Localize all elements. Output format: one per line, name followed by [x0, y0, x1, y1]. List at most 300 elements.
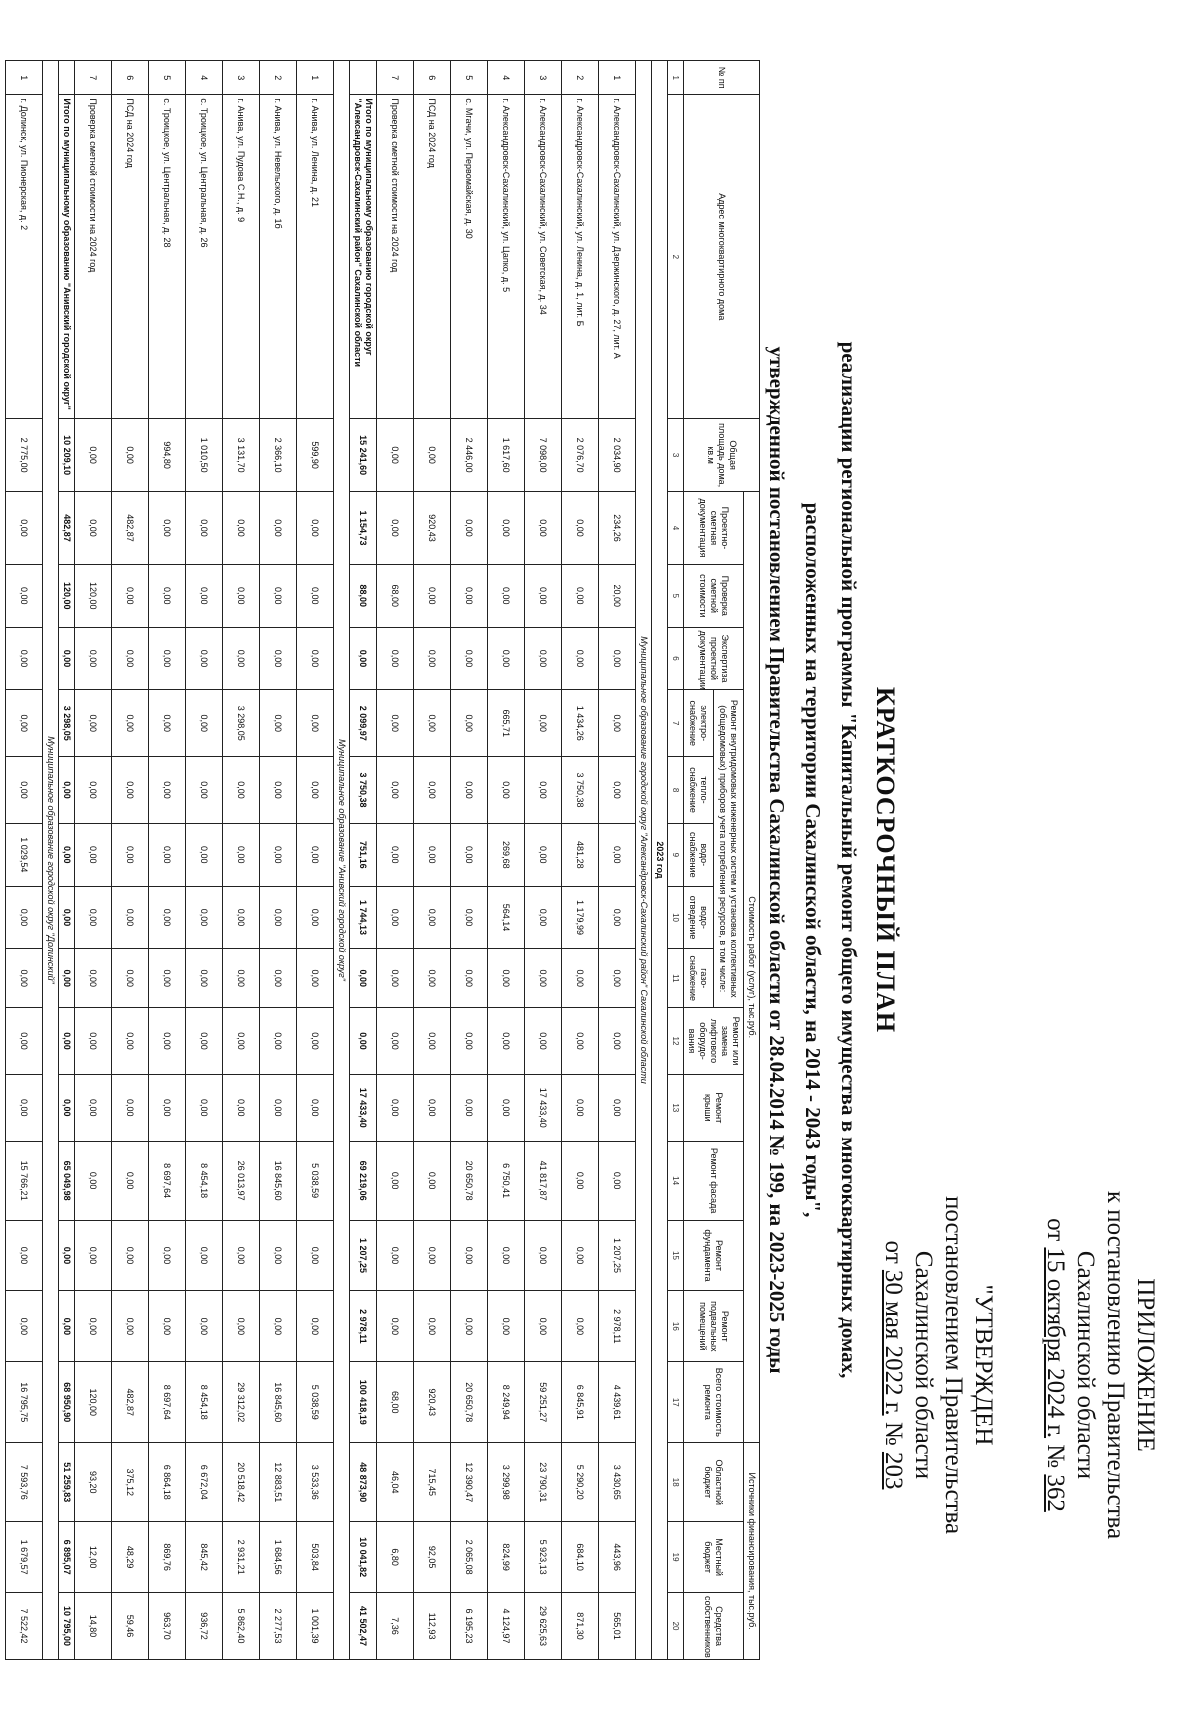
row-value: 0,00 [377, 1141, 414, 1220]
table-row [451, 61, 488, 1660]
total-value: 68 950,90 [59, 1362, 75, 1443]
index-cell: 9 [668, 823, 684, 886]
row-value: 3 533,36 [297, 1443, 334, 1522]
row-value: 684,10 [562, 1522, 599, 1593]
index-cell: 4 [668, 492, 684, 565]
total-value: 120,00 [59, 564, 75, 627]
row-number: 6 [414, 61, 451, 95]
row-value: 20 650,78 [451, 1141, 488, 1220]
row-value: 0,00 [112, 757, 149, 824]
row-value: 0,00 [186, 1008, 223, 1075]
row-value: 0,00 [260, 1008, 297, 1075]
row-value: 2 931,21 [223, 1522, 260, 1593]
appendix-block [878, 1085, 1160, 1645]
total-value: 88,00 [350, 564, 377, 627]
row-area: 2 034,90 [599, 419, 636, 492]
approved-line3: Сахалинской области [910, 1250, 937, 1480]
row-value: 0,00 [377, 1220, 414, 1291]
plan-table-wrapper [5, 60, 760, 1660]
approved-date-line: от 30 мая 2022 г. № 203 [880, 1240, 907, 1490]
row-value: 0,00 [112, 1141, 149, 1220]
col-systems-group: Ремонт внутридомовых инженерных систем и установка коллективных (общедомовых) приборов учета потребления ресурсов, в том числе: [714, 690, 744, 1008]
row-value: 0,00 [149, 823, 186, 886]
row-value: 0,00 [260, 690, 297, 757]
row-value: 1 679,57 [6, 1522, 43, 1593]
row-value: 845,42 [186, 1522, 223, 1593]
plan-subtitle-2: расположенных на территории Сахалинской области, на 2014 - 2043 годы", [801, 502, 825, 1218]
plan-title: КРАТКОСРОЧНЫЙ ПЛАН [871, 686, 900, 1034]
row-value: 7 593,76 [6, 1443, 43, 1522]
row-value: 0,00 [6, 492, 43, 565]
row-value: 234,26 [599, 492, 636, 565]
row-address: г. Александровск-Сахалинский, ул. Ленина, д. 1, лит. Б [562, 95, 599, 419]
table-row [223, 61, 260, 1660]
row-number: 5 [149, 61, 186, 95]
row-number: 7 [75, 61, 112, 95]
total-value: 2 099,97 [350, 690, 377, 757]
row-value: 29 625,63 [525, 1593, 562, 1660]
row-value: 0,00 [75, 690, 112, 757]
col-regional: Областной бюджет [684, 1443, 744, 1522]
row-number: 2 [562, 61, 599, 95]
row-value: 0,00 [297, 1008, 334, 1075]
row-value: 4 439,61 [599, 1362, 636, 1443]
row-value: 0,00 [149, 690, 186, 757]
row-address: г. Долинск, ул. Пионерская, д. 2 [6, 95, 43, 419]
row-value: 41 817,87 [525, 1141, 562, 1220]
row-value: 2 277,53 [260, 1593, 297, 1660]
total-value: 751,16 [350, 823, 377, 886]
row-value: 0,00 [488, 492, 525, 565]
row-value: 6 750,41 [488, 1141, 525, 1220]
row-value: 1 179,99 [562, 886, 599, 949]
total-value: 2 978,11 [350, 1291, 377, 1362]
col-num: № пп [684, 61, 760, 95]
year-label: 2023 год [652, 61, 668, 1660]
row-value: 482,87 [112, 492, 149, 565]
row-value: 0,00 [223, 823, 260, 886]
approved-date: 30 мая 2022 г. [880, 1269, 907, 1416]
index-cell: 15 [668, 1220, 684, 1291]
index-cell: 2 [668, 95, 684, 419]
table-header [684, 61, 760, 1660]
row-value: 0,00 [377, 1291, 414, 1362]
row-value: 0,00 [75, 886, 112, 949]
total-area: 15 241,60 [350, 419, 377, 492]
row-value: 0,00 [414, 564, 451, 627]
row-value: 0,00 [6, 1220, 43, 1291]
row-number: 1 [6, 61, 43, 95]
total-value: 0,00 [59, 1220, 75, 1291]
row-number: 4 [186, 61, 223, 95]
row-number: 4 [488, 61, 525, 95]
row-value: 0,00 [414, 690, 451, 757]
row-value: 0,00 [562, 1291, 599, 1362]
total-value: 65 049,98 [59, 1141, 75, 1220]
row-value: 0,00 [488, 627, 525, 690]
municipality-row [636, 61, 652, 1660]
row-value: 0,00 [149, 492, 186, 565]
row-value: 0,00 [488, 1291, 525, 1362]
row-value: 0,00 [297, 886, 334, 949]
row-value: 8 697,64 [149, 1362, 186, 1443]
row-value: 0,00 [599, 1008, 636, 1075]
row-value: 68,00 [377, 1362, 414, 1443]
row-value: 12 390,47 [451, 1443, 488, 1522]
municipality-row [334, 61, 350, 1660]
table-row [260, 61, 297, 1660]
row-value: 0,00 [6, 1008, 43, 1075]
row-value: 0,00 [112, 949, 149, 1008]
row-address: г. Анива, ул. Пудова С.Н., д. 9 [223, 95, 260, 419]
row-value: 2 065,08 [451, 1522, 488, 1593]
total-value: 1 207,25 [350, 1220, 377, 1291]
total-value: 10 795,00 [59, 1593, 75, 1660]
row-address: с. Троицкое, ул. Центральная, д. 28 [149, 95, 186, 419]
row-value: 0,00 [414, 1008, 451, 1075]
table-row [297, 61, 334, 1660]
row-value: 29 312,02 [223, 1362, 260, 1443]
row-value: 482,87 [112, 1362, 149, 1443]
plan-table [5, 60, 760, 1660]
table-row [75, 61, 112, 1660]
row-value: 0,00 [297, 564, 334, 627]
row-value: 824,99 [488, 1522, 525, 1593]
row-value: 920,43 [414, 1362, 451, 1443]
appendix-number: 362 [1042, 1474, 1069, 1512]
row-value: 0,00 [451, 690, 488, 757]
total-value: 0,00 [350, 1008, 377, 1075]
row-number: 6 [112, 61, 149, 95]
row-value: 0,00 [488, 1008, 525, 1075]
row-value: 6,80 [377, 1522, 414, 1593]
total-value: 1 744,13 [350, 886, 377, 949]
row-address: ПСД на 2024 год [414, 95, 451, 419]
row-value: 112,93 [414, 1593, 451, 1660]
row-number: 1 [297, 61, 334, 95]
col-total: Всего стоимость ремонта [684, 1362, 744, 1443]
row-value: 0,00 [377, 949, 414, 1008]
row-value: 0,00 [260, 564, 297, 627]
row-value: 4 124,97 [488, 1593, 525, 1660]
row-value: 0,00 [414, 1141, 451, 1220]
row-value: 1 434,26 [562, 690, 599, 757]
row-value: 12,00 [75, 1522, 112, 1593]
row-value: 665,71 [488, 690, 525, 757]
row-value: 0,00 [599, 690, 636, 757]
row-value: 0,00 [75, 1141, 112, 1220]
col-water: водо-снабжение [684, 823, 714, 886]
row-area: 599,90 [297, 419, 334, 492]
index-cell: 20 [668, 1593, 684, 1660]
row-number: 7 [377, 61, 414, 95]
row-value: 0,00 [6, 627, 43, 690]
municipality-title: Муниципальное образование городской округ "Долинский" [43, 61, 59, 1660]
index-cell: 3 [668, 419, 684, 492]
total-value: 0,00 [59, 886, 75, 949]
index-cell: 6 [668, 627, 684, 690]
row-value: 17 433,40 [525, 1074, 562, 1141]
col-expertise: Экспертиза проектной документации [684, 627, 744, 690]
row-value: 0,00 [112, 627, 149, 690]
row-address: Проверка сметной стоимости на 2024 год [75, 95, 112, 419]
row-value: 0,00 [377, 690, 414, 757]
row-value: 0,00 [562, 1008, 599, 1075]
row-area: 2 076,70 [562, 419, 599, 492]
total-value: 3 750,38 [350, 757, 377, 824]
row-value: 6 195,23 [451, 1593, 488, 1660]
row-value: 0,00 [562, 627, 599, 690]
row-value: 0,00 [6, 690, 43, 757]
row-address: г. Анива, ул. Ленина, д. 21 [297, 95, 334, 419]
index-cell: 13 [668, 1074, 684, 1141]
municipality-row [43, 61, 59, 1660]
appendix-title: ПРИЛОЖЕНИЕ [1132, 1278, 1159, 1452]
row-value: 0,00 [75, 757, 112, 824]
plan-heading [762, 300, 900, 1420]
row-number: 3 [223, 61, 260, 95]
approved-title: "УТВЕРЖДЕН [970, 1284, 997, 1446]
total-value: 0,00 [59, 1008, 75, 1075]
row-value: 1 207,25 [599, 1220, 636, 1291]
col-foundation: Ремонт фундамента [684, 1220, 744, 1291]
row-address: г. Анива, ул. Невельского, д. 1б [260, 95, 297, 419]
row-value: 48,29 [112, 1522, 149, 1593]
row-value: 68,00 [377, 564, 414, 627]
total-value: 1 154,73 [350, 492, 377, 565]
row-value: 269,68 [488, 823, 525, 886]
row-value: 871,30 [562, 1593, 599, 1660]
row-value: 0,00 [488, 564, 525, 627]
row-value: 0,00 [75, 1291, 112, 1362]
row-value: 20 518,42 [223, 1443, 260, 1522]
table-row [525, 61, 562, 1660]
row-value: 0,00 [149, 1074, 186, 1141]
row-value: 0,00 [377, 627, 414, 690]
row-value: 0,00 [525, 627, 562, 690]
row-value: 0,00 [414, 757, 451, 824]
row-area: 0,00 [377, 419, 414, 492]
row-value: 0,00 [297, 627, 334, 690]
row-area: 0,00 [75, 419, 112, 492]
row-value: 0,00 [112, 823, 149, 886]
row-value: 0,00 [186, 949, 223, 1008]
row-value: 0,00 [6, 886, 43, 949]
table-row [377, 61, 414, 1660]
col-lift: Ремонт или замена лифтового оборудо-вания [684, 1008, 744, 1075]
row-value: 0,00 [186, 1074, 223, 1141]
total-label: Итого по муниципальному образованию "Анивский городской округ" [59, 95, 75, 419]
row-value: 0,00 [414, 1291, 451, 1362]
index-row [668, 61, 684, 1660]
row-value: 0,00 [223, 627, 260, 690]
appendix-line2: к постановлению Правительства [1102, 1190, 1129, 1540]
row-value: 0,00 [377, 492, 414, 565]
row-value: 5 038,59 [297, 1141, 334, 1220]
row-value: 0,00 [186, 492, 223, 565]
row-value: 0,00 [451, 949, 488, 1008]
row-value: 59,46 [112, 1593, 149, 1660]
row-value: 0,00 [186, 690, 223, 757]
row-value: 26 013,97 [223, 1141, 260, 1220]
row-value: 0,00 [260, 627, 297, 690]
index-cell: 12 [668, 1008, 684, 1075]
row-value: 0,00 [223, 757, 260, 824]
row-value: 0,00 [297, 690, 334, 757]
row-value: 0,00 [75, 492, 112, 565]
total-value: 0,00 [59, 1291, 75, 1362]
row-value: 0,00 [599, 886, 636, 949]
table-row [149, 61, 186, 1660]
row-value: 0,00 [377, 1074, 414, 1141]
row-value: 0,00 [112, 1074, 149, 1141]
row-value: 8 454,18 [186, 1141, 223, 1220]
row-value: 5 290,20 [562, 1443, 599, 1522]
row-value: 0,00 [377, 886, 414, 949]
row-value: 0,00 [562, 564, 599, 627]
appendix-line3: Сахалинской области [1072, 1250, 1099, 1480]
row-value: 3 430,65 [599, 1443, 636, 1522]
total-row [350, 61, 377, 1660]
row-address: г. Александровск-Сахалинский, ул. Цапко, д. 5 [488, 95, 525, 419]
row-area: 1 010,50 [186, 419, 223, 492]
plan-subtitle-1: реализации региональной программы "Капитальный ремонт общего имущества в многоквартирных домах, [837, 341, 861, 1379]
row-value: 0,00 [525, 1008, 562, 1075]
row-value: 0,00 [414, 823, 451, 886]
row-value: 0,00 [525, 886, 562, 949]
municipality-title: Муниципальное образование "Анивский городской округ" [334, 61, 350, 1660]
row-value: 0,00 [562, 492, 599, 565]
row-value: 0,00 [525, 757, 562, 824]
row-value: 0,00 [599, 1141, 636, 1220]
row-value: 0,00 [414, 1220, 451, 1291]
total-area: 10 209,10 [59, 419, 75, 492]
index-cell: 16 [668, 1291, 684, 1362]
row-value: 0,00 [6, 1074, 43, 1141]
col-facade: Ремонт фасада [684, 1141, 744, 1220]
table-row [186, 61, 223, 1660]
row-value: 92,05 [414, 1522, 451, 1593]
row-value: 0,00 [297, 949, 334, 1008]
row-value: 0,00 [75, 949, 112, 1008]
row-value: 0,00 [6, 564, 43, 627]
row-value: 23 790,31 [525, 1443, 562, 1522]
row-value: 0,00 [451, 627, 488, 690]
row-value: 0,00 [451, 1291, 488, 1362]
row-value: 565,01 [599, 1593, 636, 1660]
row-value: 0,00 [149, 564, 186, 627]
row-value: 0,00 [149, 1220, 186, 1291]
row-value: 12 883,51 [260, 1443, 297, 1522]
row-value: 0,00 [451, 1008, 488, 1075]
col-roof: Ремонт крыши [684, 1074, 744, 1141]
row-value: 6 672,04 [186, 1443, 223, 1522]
index-cell: 8 [668, 757, 684, 824]
table-row [414, 61, 451, 1660]
col-cost-group: Стоимость работ (услуг), тыс.руб. [744, 492, 760, 1443]
col-address: Адрес многоквартирного дома [684, 95, 760, 419]
row-value: 0,00 [186, 1220, 223, 1291]
row-value: 0,00 [112, 564, 149, 627]
row-value: 1 001,39 [297, 1593, 334, 1660]
row-value: 0,00 [223, 886, 260, 949]
row-value: 6 864,18 [149, 1443, 186, 1522]
appendix-date-line: от 15 октября 2024 г. № 362 [1042, 1218, 1069, 1512]
row-value: 0,00 [377, 823, 414, 886]
index-cell: 7 [668, 690, 684, 757]
row-area: 2 775,00 [6, 419, 43, 492]
row-value: 715,45 [414, 1443, 451, 1522]
row-value: 0,00 [562, 1220, 599, 1291]
row-number: 3 [525, 61, 562, 95]
row-value: 7 522,42 [6, 1593, 43, 1660]
row-value: 0,00 [599, 757, 636, 824]
row-value: 0,00 [297, 1074, 334, 1141]
total-value: 0,00 [59, 757, 75, 824]
row-value: 2 978,11 [599, 1291, 636, 1362]
row-value: 3 298,05 [223, 690, 260, 757]
row-value: 5 923,13 [525, 1522, 562, 1593]
row-value: 0,00 [599, 627, 636, 690]
row-value: 0,00 [451, 823, 488, 886]
table-row [562, 61, 599, 1660]
row-value: 5 038,59 [297, 1362, 334, 1443]
row-value: 0,00 [260, 949, 297, 1008]
row-value: 0,00 [599, 823, 636, 886]
table-row [599, 61, 636, 1660]
index-cell: 10 [668, 886, 684, 949]
col-sewer: водо-отведение [684, 886, 714, 949]
year-row [652, 61, 668, 1660]
total-value: 51 259,83 [59, 1443, 75, 1522]
index-cell: 18 [668, 1443, 684, 1522]
index-cell: 17 [668, 1362, 684, 1443]
row-value: 0,00 [75, 1220, 112, 1291]
row-value: 0,00 [223, 1291, 260, 1362]
total-value: 100 418,19 [350, 1362, 377, 1443]
approved-line2: постановлением Правительства [940, 1195, 967, 1535]
row-address: с. Мгачи, ул. Первомайская, д. 30 [451, 95, 488, 419]
row-value: 0,00 [260, 886, 297, 949]
row-value: 0,00 [6, 949, 43, 1008]
total-value: 482,87 [59, 492, 75, 565]
row-value: 0,00 [488, 757, 525, 824]
row-value: 0,00 [186, 823, 223, 886]
municipality-title: Муниципальное образование городской округ "Александровск-Сахалинский район" Сахалинской области [636, 61, 652, 1660]
table-body [6, 61, 684, 1660]
col-design: Проектно-сметная документация [684, 492, 744, 565]
row-value: 0,00 [414, 1074, 451, 1141]
row-value: 0,00 [75, 823, 112, 886]
row-value: 0,00 [112, 690, 149, 757]
row-value: 15 766,21 [6, 1141, 43, 1220]
row-value: 0,00 [223, 1220, 260, 1291]
row-address: Проверка сметной стоимости на 2024 год [377, 95, 414, 419]
row-value: 8 697,64 [149, 1141, 186, 1220]
row-value: 0,00 [260, 1291, 297, 1362]
row-area: 2 366,10 [260, 419, 297, 492]
appendix-date: 15 октября 2024 г. [1042, 1247, 1069, 1439]
total-value: 0,00 [59, 823, 75, 886]
row-value: 936,72 [186, 1593, 223, 1660]
row-value: 0,00 [451, 1220, 488, 1291]
total-label: Итого по муниципальному образованию городской округ "Александровск-Сахалинский район" Сахалинской области [350, 95, 377, 419]
total-value: 48 873,90 [350, 1443, 377, 1522]
row-value: 0,00 [260, 1220, 297, 1291]
row-value: 0,00 [525, 949, 562, 1008]
row-value: 59 251,27 [525, 1362, 562, 1443]
row-value: 869,76 [149, 1522, 186, 1593]
